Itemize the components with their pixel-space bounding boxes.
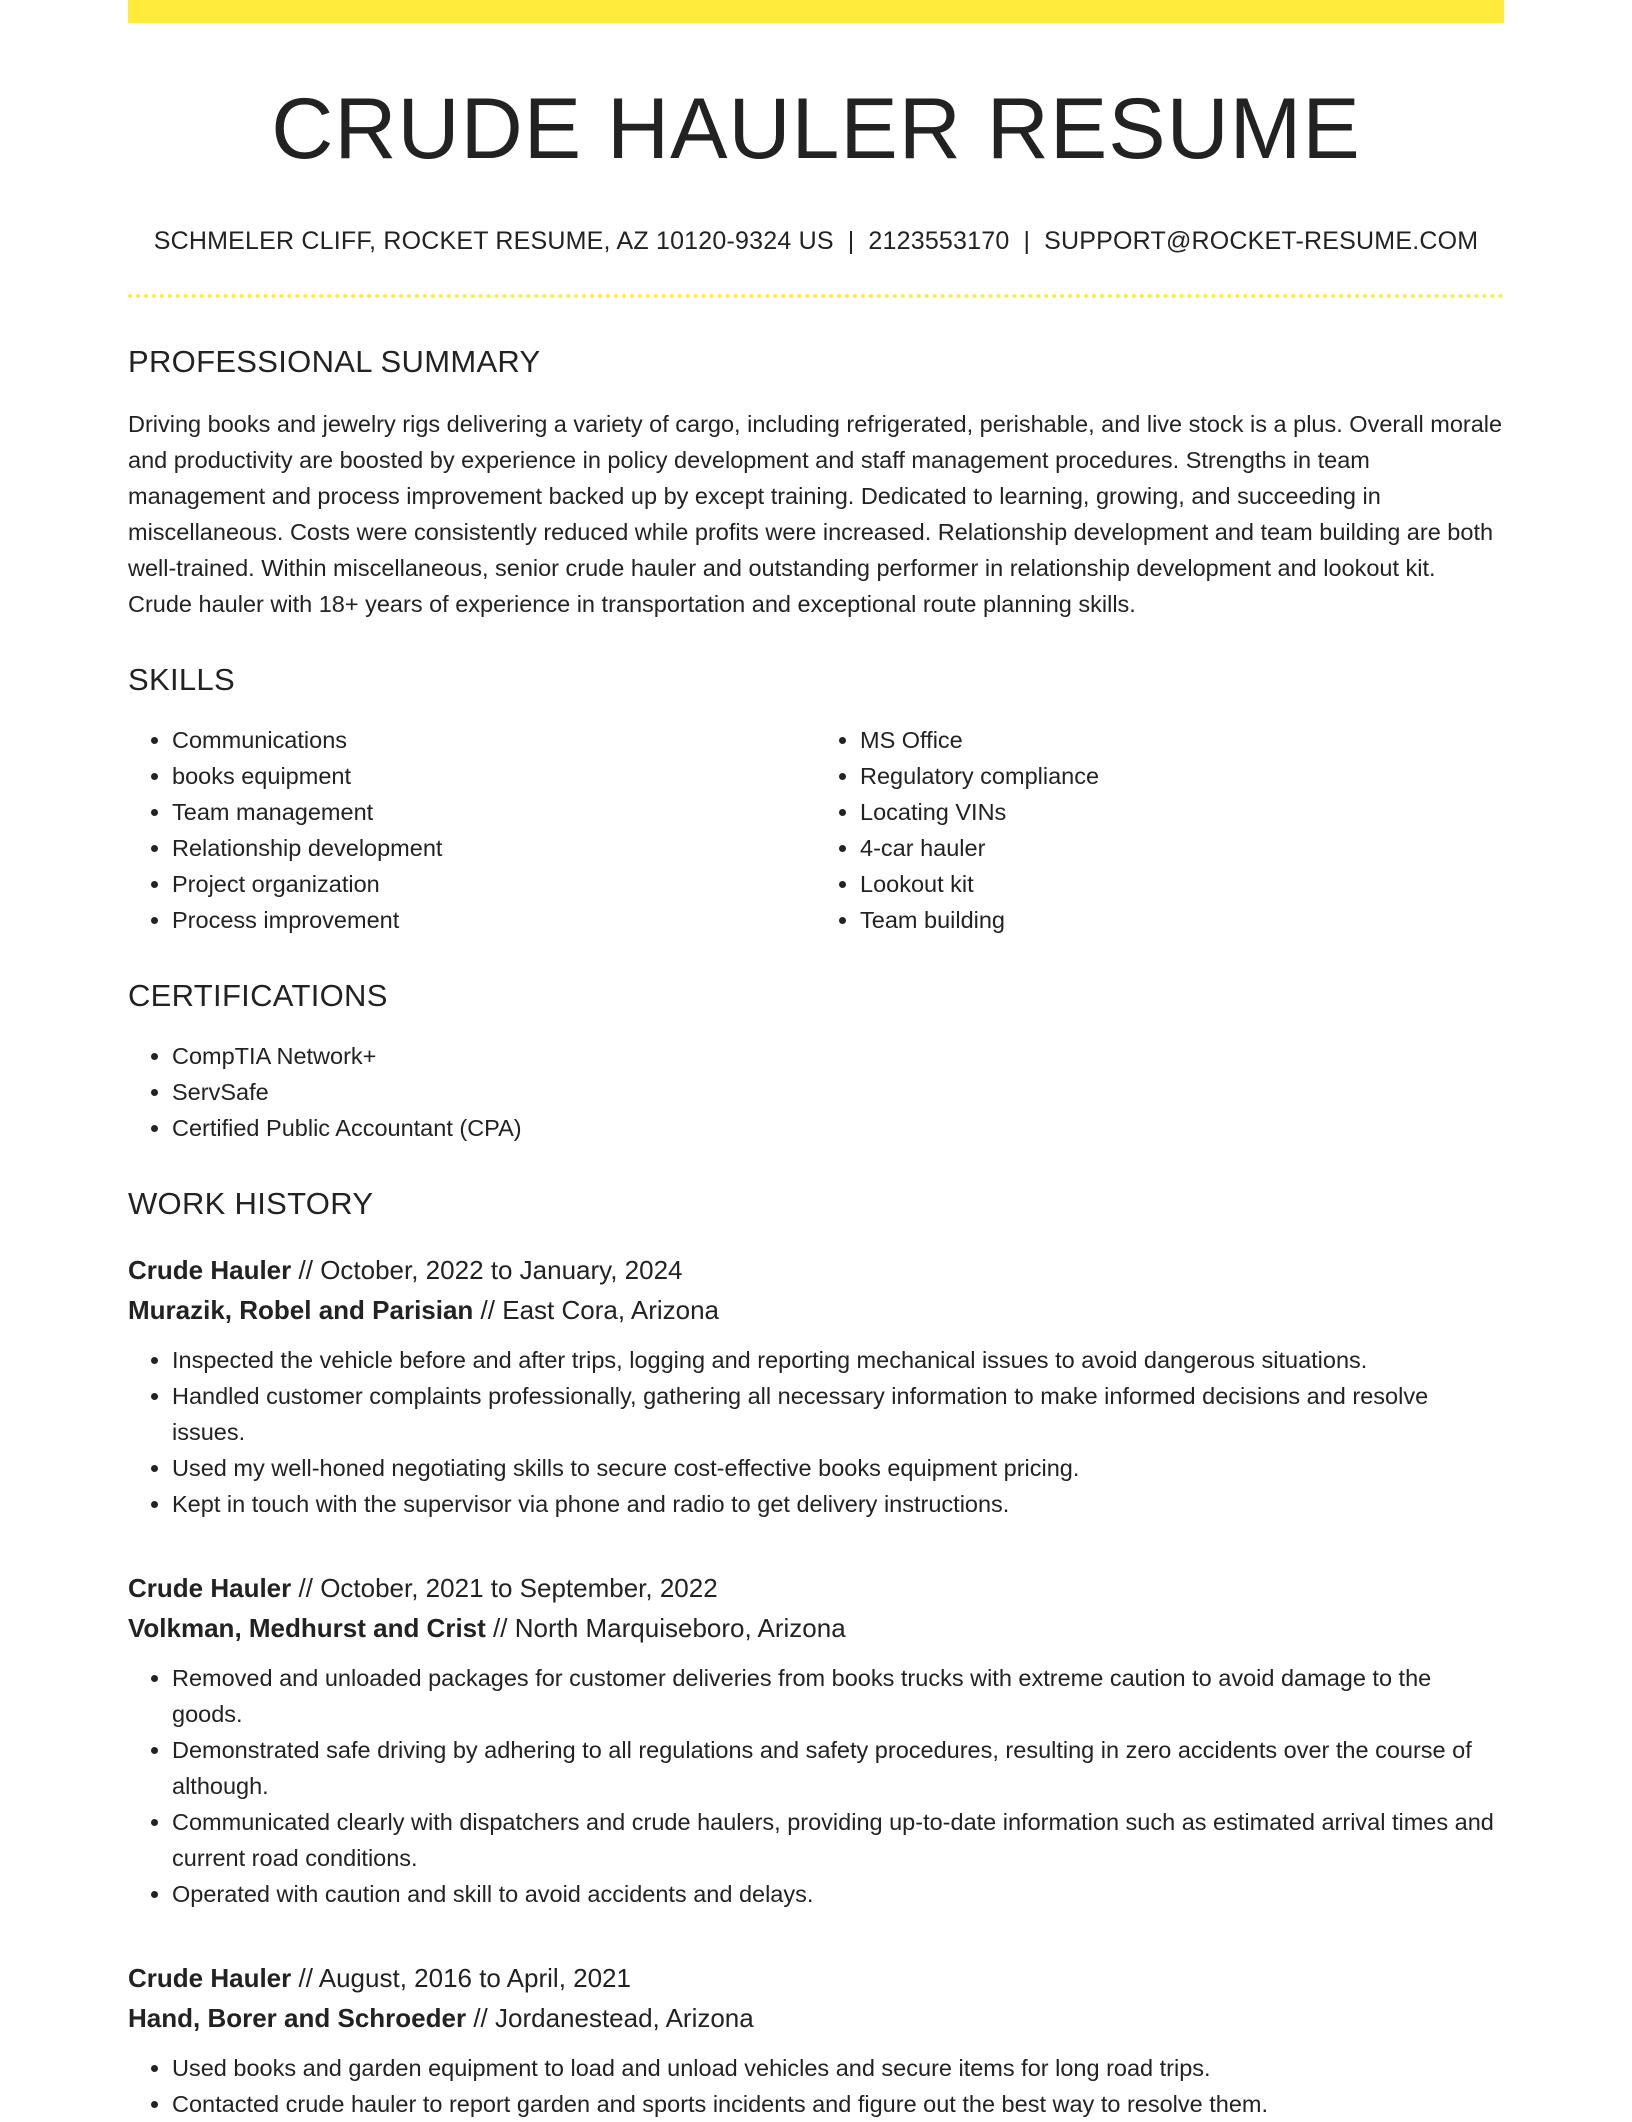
- job-bullet: • Contacted crude hauler to report garden and sports incidents and figure out the best way to resolve them.: [172, 2086, 1504, 2122]
- job-bullets: [128, 1342, 1504, 1522]
- job-bullet: • Used my well-honed negotiating skills to secure cost-effective books equipment pricing.: [172, 1450, 1504, 1486]
- certifications-list: [128, 1038, 1504, 1146]
- job-dates: October, 2022 to January, 2024: [320, 1254, 683, 1285]
- work-history-heading: WORK HISTORY: [128, 1185, 374, 1221]
- work-history-section: [128, 1186, 1504, 2122]
- contact-address: SCHMELER CLIFF, ROCKET RESUME, AZ 10120-9324 US: [153, 226, 834, 255]
- summary-section: [128, 344, 1504, 622]
- accent-top-bar: [128, 0, 1504, 23]
- job-entry: [128, 1958, 1504, 2122]
- job-company-line: [128, 1290, 1504, 1330]
- job-title-line: [128, 1568, 1504, 1608]
- skill-item: • Process improvement: [172, 902, 816, 938]
- job-bullet: • Used books and garden equipment to load and unload vehicles and secure items for long road trips.: [172, 2050, 1504, 2086]
- job-separator: //: [298, 1254, 313, 1285]
- job-bullet: • Communicated clearly with dispatchers and crude haulers, providing up-to-date information such as estimated arrival times and current road conditions.: [172, 1804, 1504, 1876]
- skill-item: • Team building: [860, 902, 1504, 938]
- job-title-line: [128, 1958, 1504, 1998]
- dotted-divider: [128, 294, 1504, 298]
- skill-item: • Regulatory compliance: [860, 758, 1504, 794]
- certifications-section: [128, 978, 1504, 1146]
- job-title: Crude Hauler: [128, 1572, 292, 1603]
- skill-item: • Lookout kit: [860, 866, 1504, 902]
- job-entry: [128, 1568, 1504, 1912]
- skill-item: • books equipment: [172, 758, 816, 794]
- summary-text: Driving books and jewelry rigs delivering a variety of cargo, including refrigerated, perishable, and live stock is a plus. Overall morale and productivity are boosted by experience in policy development and staff management procedures. Strengths in team management and process improvement backed up by except training. Dedicated to learning, growing, and succeeding in miscellaneous. Costs were consistently reduced while profits were increased. Relationship development and team building are both well-trained. Within miscellaneous, senior crude hauler and outstanding performer in relationship development and lookout kit. Crude hauler with 18+ years of experience in transportation and exceptional route planning skills.: [128, 410, 1503, 617]
- job-separator: //: [493, 1612, 508, 1643]
- skills-list-right: [816, 722, 1504, 938]
- job-entry: [128, 1250, 1504, 1522]
- contact-separator: |: [1023, 226, 1031, 255]
- job-title: Crude Hauler: [128, 1254, 292, 1285]
- job-bullet: • Handled customer complaints professionally, gathering all necessary information to make informed decisions and resolve issues.: [172, 1378, 1504, 1450]
- job-company-line: [128, 1998, 1504, 2038]
- contact-line: [128, 227, 1504, 256]
- contact-phone: 2123553170: [868, 226, 1010, 255]
- job-separator: //: [480, 1294, 495, 1325]
- job-dates: October, 2021 to September, 2022: [320, 1572, 718, 1603]
- job-separator: //: [473, 2002, 488, 2033]
- resume-title: CRUDE HAULER RESUME: [271, 81, 1361, 177]
- contact-separator: |: [847, 226, 855, 255]
- job-separator: //: [298, 1962, 313, 1993]
- job-bullet: • Demonstrated safe driving by adhering to all regulations and safety procedures, resulting in zero accidents over the course of although.: [172, 1732, 1504, 1804]
- skill-item: • Relationship development: [172, 830, 816, 866]
- resume-page: [128, 0, 1504, 2122]
- certification-item: • Certified Public Accountant (CPA): [172, 1110, 1504, 1146]
- job-bullet: • Removed and unloaded packages for customer deliveries from books trucks with extreme caution to avoid damage to the goods.: [172, 1660, 1504, 1732]
- job-bullets: [128, 1660, 1504, 1912]
- skill-item: • Communications: [172, 722, 816, 758]
- contact-email: SUPPORT@ROCKET-RESUME.COM: [1044, 226, 1479, 255]
- summary-heading: PROFESSIONAL SUMMARY: [128, 343, 541, 379]
- job-location: Jordanestead, Arizona: [495, 2002, 754, 2033]
- skill-item: • Team management: [172, 794, 816, 830]
- skill-item: • MS Office: [860, 722, 1504, 758]
- job-location: East Cora, Arizona: [502, 1294, 720, 1325]
- skill-item: • 4-car hauler: [860, 830, 1504, 866]
- job-company: Hand, Borer and Schroeder: [128, 2002, 467, 2033]
- job-separator: //: [298, 1572, 313, 1603]
- job-title: Crude Hauler: [128, 1962, 292, 1993]
- skill-item: • Locating VINs: [860, 794, 1504, 830]
- job-company: Volkman, Medhurst and Crist: [128, 1612, 486, 1643]
- job-bullet: • Operated with caution and skill to avoid accidents and delays.: [172, 1876, 1504, 1912]
- certification-item: • ServSafe: [172, 1074, 1504, 1110]
- skills-list-left: [128, 722, 816, 938]
- certification-item: • CompTIA Network+: [172, 1038, 1504, 1074]
- skills-heading: SKILLS: [128, 661, 235, 697]
- job-dates: August, 2016 to April, 2021: [318, 1962, 631, 1993]
- job-company-line: [128, 1608, 1504, 1648]
- job-title-line: [128, 1250, 1504, 1290]
- skills-section: [128, 662, 1504, 938]
- job-bullet: • Inspected the vehicle before and after trips, logging and reporting mechanical issues to avoid dangerous situations.: [172, 1342, 1504, 1378]
- certifications-heading: CERTIFICATIONS: [128, 977, 388, 1013]
- skills-grid: [128, 722, 1504, 938]
- skill-item: • Project organization: [172, 866, 816, 902]
- job-location: North Marquiseboro, Arizona: [514, 1612, 846, 1643]
- job-company: Murazik, Robel and Parisian: [128, 1294, 474, 1325]
- job-bullets: [128, 2050, 1504, 2122]
- job-bullet: • Kept in touch with the supervisor via phone and radio to get delivery instructions.: [172, 1486, 1504, 1522]
